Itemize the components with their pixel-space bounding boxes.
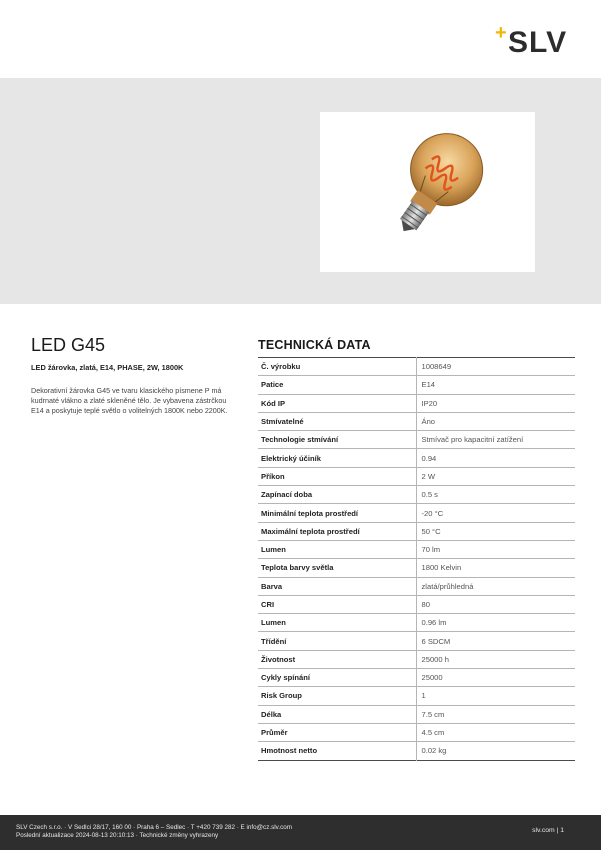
product-description: Dekorativní žárovka G45 ve tvaru klasického písmene P má kudrnaté vlákno a zlaté skleněné tělo. Je vybavena zástrčkou E14 a poskytuje teplé světlo o volitelných 1800K nebo 2200K. <box>31 386 228 415</box>
specs-table <box>258 357 575 761</box>
spec-label: Lumen <box>258 540 416 558</box>
spec-label: CRI <box>258 595 416 613</box>
table-row <box>258 449 575 467</box>
product-summary <box>31 334 241 416</box>
table-row <box>258 358 575 376</box>
spec-label: Zapínací doba <box>258 486 416 504</box>
table-row <box>258 705 575 723</box>
spec-label: Délka <box>258 705 416 723</box>
spec-value: IP20 <box>416 394 575 412</box>
table-row <box>258 504 575 522</box>
spec-label: Kód IP <box>258 394 416 412</box>
slv-logo <box>495 24 575 58</box>
spec-label: Cykly spínání <box>258 669 416 687</box>
table-row <box>258 522 575 540</box>
spec-value: E14 <box>416 376 575 394</box>
technical-data-section <box>258 337 575 761</box>
spec-value: 50 °C <box>416 522 575 540</box>
table-row <box>258 632 575 650</box>
table-row <box>258 723 575 741</box>
page-header <box>0 0 601 78</box>
table-row <box>258 669 575 687</box>
table-row <box>258 467 575 485</box>
spec-label: Třídění <box>258 632 416 650</box>
footer-updated: Poslední aktualizace 2024-08-13 20:10:13 · Technické změny vyhrazeny <box>16 832 219 839</box>
table-row <box>258 394 575 412</box>
spec-value: 1800 Kelvin <box>416 559 575 577</box>
spec-value: Stmívač pro kapacitní zatížení <box>416 431 575 449</box>
spec-value: Áno <box>416 412 575 430</box>
spec-value: 6 SDCM <box>416 632 575 650</box>
product-subtitle: LED žárovka, zlatá, E14, PHASE, 2W, 1800K <box>31 363 184 372</box>
spec-value: 25000 <box>416 669 575 687</box>
table-row <box>258 412 575 430</box>
spec-label: Průměr <box>258 723 416 741</box>
spec-value: 4.5 cm <box>416 723 575 741</box>
table-row <box>258 431 575 449</box>
logo-wordmark: SLV <box>508 26 568 59</box>
hero-banner <box>0 78 601 304</box>
spec-value: 25000 h <box>416 650 575 668</box>
page-footer <box>0 815 601 850</box>
table-row <box>258 742 575 760</box>
table-row <box>258 577 575 595</box>
table-row <box>258 559 575 577</box>
table-row <box>258 540 575 558</box>
spec-label: Příkon <box>258 467 416 485</box>
technical-data-title: TECHNICKÁ DATA <box>258 338 371 352</box>
spec-value: 0.94 <box>416 449 575 467</box>
spec-value: 80 <box>416 595 575 613</box>
table-row <box>258 486 575 504</box>
table-row <box>258 650 575 668</box>
spec-value: 2 W <box>416 467 575 485</box>
table-row <box>258 687 575 705</box>
spec-value: -20 °C <box>416 504 575 522</box>
spec-label: Technologie stmívání <box>258 431 416 449</box>
spec-value: 1008649 <box>416 358 575 376</box>
spec-value: 7.5 cm <box>416 705 575 723</box>
spec-value: 0.96 lm <box>416 614 575 632</box>
spec-value: 0.02 kg <box>421 746 447 756</box>
spec-label: Teplota barvy světla <box>258 559 416 577</box>
spec-value: zlatá/průhledná <box>416 577 575 595</box>
led-bulb-illustration <box>320 112 535 272</box>
table-row <box>258 595 575 613</box>
spec-label: Elektrický účiník <box>258 449 416 467</box>
table-row <box>258 614 575 632</box>
spec-label: Č. výrobku <box>258 358 416 376</box>
spec-label: Lumen <box>258 614 416 632</box>
product-title: LED G45 <box>31 335 106 355</box>
spec-label: Stmívatelné <box>258 412 416 430</box>
spec-label: Maximální teplota prostředí <box>258 522 416 540</box>
spec-label: Patice <box>258 376 416 394</box>
footer-address: SLV Czech s.r.o. · V Sedlci 28/17, 160 00 · Praha 6 – Sedlec · T +420 739 282 · E info@cz.slv.com <box>16 824 292 831</box>
spec-value: 1 <box>416 687 575 705</box>
logo-plus-mark: + <box>495 22 507 44</box>
footer-page-number: slv.com | 1 <box>532 827 564 834</box>
spec-label: Risk Group <box>258 687 416 705</box>
table-row <box>258 376 575 394</box>
spec-label: Životnost <box>258 650 416 668</box>
spec-label: Hmotnost netto <box>258 742 416 760</box>
product-image <box>320 112 535 272</box>
spec-value: 70 lm <box>416 540 575 558</box>
spec-label: Barva <box>258 577 416 595</box>
spec-label: Minimální teplota prostředí <box>258 504 416 522</box>
spec-value: 0.5 s <box>416 486 575 504</box>
